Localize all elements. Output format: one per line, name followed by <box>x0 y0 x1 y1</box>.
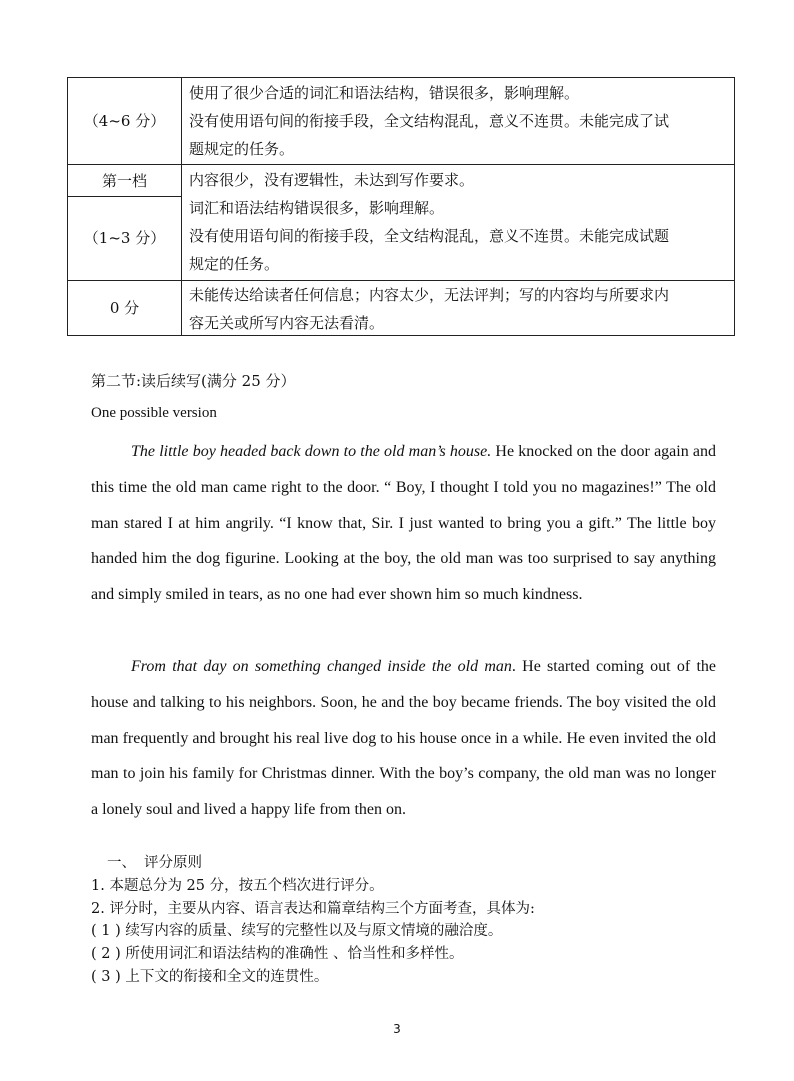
criteria-line: 题规定的任务。 <box>189 140 295 158</box>
section-subtitle: One possible version <box>91 405 217 421</box>
essay-paragraph <box>91 434 716 613</box>
score-cell: 0 分 <box>109 299 140 317</box>
paragraph-lead: The little boy headed back down to the old man’s house. <box>131 443 492 460</box>
criteria-cell <box>181 281 734 335</box>
heading-text: 评分原则 <box>144 855 202 871</box>
criteria-line: 没有使用语句间的衔接手段，全文结构混乱，意义不连贯。未能完成试题 <box>189 227 670 245</box>
principle-item: 1. 本题总分为 25 分，按五个档次进行评分。 <box>91 877 384 894</box>
cell-divider <box>68 196 181 197</box>
grading-principles <box>91 852 535 989</box>
essay-paragraph <box>91 649 716 828</box>
section-title: 第二节:读后续写(满分 25 分） <box>91 372 296 390</box>
principle-item: ( 3 ) 上下文的衔接和全文的连贯性。 <box>91 968 329 985</box>
score-cell: （4~6 分） <box>83 112 166 130</box>
paragraph-text: . He started coming out of the house and talking to his neighbors. Soon, he and the boy became friends. The boy visited the old man frequently and brought his real live dog to his house once in a while. He even invited the old man to join his family for Christmas dinner. With the boy’s company, the old man was no longer a lonely soul and lived a happy life from then on. <box>91 658 716 819</box>
principle-item: 2. 评分时，主要从内容、语言表达和篇章结构三个方面考查，具体为: <box>91 900 535 917</box>
criteria-cell <box>181 78 734 164</box>
score-cell: （1~3 分） <box>83 229 166 247</box>
paragraph-text: He knocked on the door again and this time the old man came right to the door. “ Boy, I thought I told you no magazines!” The old man stared I at him angrily. “I know that, Sir. I just wanted to bring you a gift.” The little boy handed him the dog figurine. Looking at the boy, the old man was too surprised to say anything and simply smiled in tears, as no one had ever shown him so much kindness. <box>91 443 716 604</box>
criteria-line: 容无关或所写内容无法看清。 <box>189 314 385 332</box>
criteria-cell <box>181 165 734 280</box>
heading-number: 一、 <box>107 855 136 871</box>
criteria-line: 未能传达给读者任何信息；内容太少，无法评判；写的内容均与所要求内 <box>189 286 670 304</box>
principle-item: ( 1 ) 续写内容的质量、续写的完整性以及与原文情境的融洽度。 <box>91 923 503 940</box>
criteria-line: 内容很少，没有逻辑性，未达到写作要求。 <box>189 171 475 189</box>
principle-item: ( 2 ) 所使用词汇和语法结构的准确性 、恰当性和多样性。 <box>91 946 464 963</box>
criteria-line: 没有使用语句间的衔接手段，全文结构混乱，意义不连贯。未能完成了试 <box>189 112 670 130</box>
criteria-line: 词汇和语法结构错误很多，影响理解。 <box>189 199 445 217</box>
principles-heading <box>107 852 535 875</box>
criteria-line: 规定的任务。 <box>189 255 280 273</box>
rubric-table <box>67 77 735 336</box>
paragraph-lead: From that day on something changed inside the old man <box>131 658 512 675</box>
criteria-line: 使用了很少合适的词汇和语法结构，错误很多，影响理解。 <box>189 84 580 102</box>
page-number: 3 <box>393 1022 401 1036</box>
grade-cell: 第一档 <box>101 172 147 190</box>
